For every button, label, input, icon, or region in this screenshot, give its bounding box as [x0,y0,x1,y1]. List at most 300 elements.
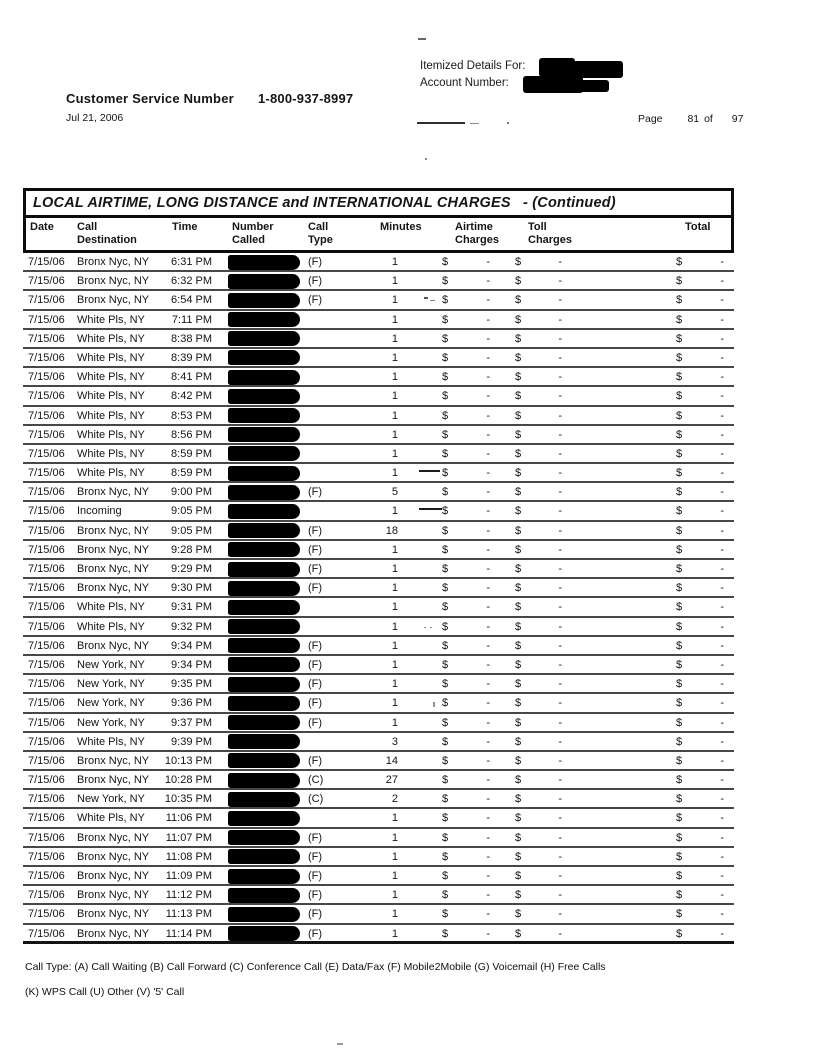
cell-minutes: 1 [391,812,398,825]
cell-total: - [720,812,724,825]
account-number-redaction [580,80,609,92]
cell-airtime-currency: $ [442,486,449,499]
call-record-row [23,387,734,406]
cell-total: - [720,486,724,499]
cell-number-called-redaction [228,907,300,922]
cell-time: 9:36 PM [171,697,212,710]
cell-toll-currency: $ [515,658,522,671]
cell-airtime-currency: $ [442,390,449,403]
cell-call-destination: White Pls, NY [77,409,145,422]
cell-minutes: 1 [391,256,398,268]
call-record-row [23,407,734,426]
cell-toll-charges: - [558,505,562,518]
cell-minutes: 1 [391,428,398,441]
scan-artifact [425,158,427,160]
cell-toll-currency: $ [515,563,522,575]
cell-minutes: 1 [391,543,398,556]
cell-toll-charges: - [558,793,562,806]
cell-toll-currency: $ [515,601,522,614]
call-record-row [23,464,734,483]
cell-minutes: 1 [391,639,398,652]
cell-toll-charges: - [558,563,562,575]
call-record-row [23,483,734,502]
cell-toll-currency: $ [515,793,522,806]
cell-time: 8:56 PM [171,428,212,441]
cell-airtime-currency: $ [442,678,449,691]
cell-total: - [720,620,724,633]
cell-total-currency: $ [676,351,683,364]
cell-time: 8:42 PM [171,390,212,403]
cell-airtime-charges: - [486,908,490,921]
cell-time: 6:54 PM [171,294,212,307]
cell-toll-charges: - [558,313,562,326]
cell-time: 11:07 PM [165,831,212,844]
cell-airtime-charges: - [486,658,490,671]
call-record-row [23,637,734,656]
cell-airtime-charges: - [486,639,490,652]
cell-toll-currency: $ [515,543,522,556]
cell-number-called-redaction [228,753,300,768]
cell-minutes: 1 [391,927,398,940]
cell-airtime-currency: $ [442,524,449,537]
cell-time: 9:37 PM [171,716,212,729]
cell-call-destination: White Pls, NY [77,390,145,403]
cell-call-destination: White Pls, NY [77,447,145,460]
cell-airtime-currency: $ [442,467,449,480]
cell-toll-currency: $ [515,754,522,767]
cell-total: - [720,409,724,422]
cell-airtime-charges: - [486,678,490,691]
cell-airtime-charges: - [486,524,490,537]
cell-total: - [720,371,724,384]
cell-airtime-currency: $ [442,275,449,288]
cell-number-called-redaction [228,792,300,807]
cell-total-currency: $ [676,793,683,806]
cell-total-currency: $ [676,486,683,499]
cell-call-destination: Bronx Nyc, NY [77,524,150,537]
cell-date: 7/15/06 [28,371,65,384]
cell-minutes: 1 [391,850,398,863]
column-header-date: Date [30,221,54,233]
cell-time: 8:39 PM [171,351,212,364]
cell-total: - [720,601,724,614]
cell-date: 7/15/06 [28,620,65,633]
cell-total-currency: $ [676,275,683,288]
cell-number-called-redaction [228,830,300,845]
cell-call-type: (F) [308,294,323,307]
call-type-legend-line2: (K) WPS Call (U) Other (V) '5' Call [25,986,185,998]
cell-minutes: 14 [385,754,398,767]
cell-total-currency: $ [676,409,683,422]
cell-total: - [720,582,724,595]
cell-total: - [720,428,724,441]
cell-call-type: (F) [308,275,323,288]
cell-airtime-charges: - [486,735,490,748]
cell-call-destination: Bronx Nyc, NY [77,639,150,652]
cell-airtime-currency: $ [442,658,449,671]
cell-airtime-charges: - [486,870,490,882]
cell-date: 7/15/06 [28,332,65,345]
cell-call-destination: White Pls, NY [77,601,145,614]
cell-call-type: (F) [308,563,323,575]
cell-total-currency: $ [676,697,683,710]
cell-number-called-redaction [228,389,300,404]
cell-minutes: 1 [391,447,398,460]
cell-toll-currency: $ [515,620,522,633]
call-record-row [23,618,734,637]
cell-time: 9:00 PM [171,486,212,499]
cell-total: - [720,294,724,307]
cell-number-called-redaction [228,408,300,423]
cell-toll-currency: $ [515,716,522,729]
cell-time: 11:08 PM [165,850,212,863]
cell-number-called-redaction [228,504,300,519]
cell-total-currency: $ [676,658,683,671]
cell-airtime-charges: - [486,275,490,288]
cell-airtime-charges: - [486,774,490,787]
cell-time: 8:59 PM [171,447,212,460]
cell-airtime-charges: - [486,447,490,460]
cell-date: 7/15/06 [28,428,65,441]
cell-call-type: (F) [308,831,323,844]
cell-airtime-currency: $ [442,639,449,652]
cell-airtime-currency: $ [442,371,449,384]
itemized-details-label: Itemized Details For: [420,60,526,72]
cell-airtime-charges: - [486,428,490,441]
cell-total: - [720,697,724,710]
cell-airtime-charges: - [486,543,490,556]
cell-toll-charges: - [558,889,562,902]
cell-total: - [720,831,724,844]
cell-total: - [720,850,724,863]
cell-minutes: 1 [391,390,398,403]
cell-total-currency: $ [676,390,683,403]
cell-airtime-currency: $ [442,428,449,441]
cell-minutes: 1 [391,582,398,595]
cell-number-called-redaction [228,581,300,596]
cell-call-type: (F) [308,543,323,556]
call-record-row [23,790,734,809]
cell-airtime-charges: - [486,793,490,806]
cell-total-currency: $ [676,582,683,595]
cell-date: 7/15/06 [28,486,65,499]
cell-total-currency: $ [676,332,683,345]
cell-toll-charges: - [558,927,562,940]
cell-call-destination: White Pls, NY [77,620,145,633]
cell-toll-charges: - [558,524,562,537]
page-total: 97 [731,113,744,125]
cell-toll-currency: $ [515,505,522,518]
cell-time: 11:09 PM [165,870,212,882]
cell-minutes: 1 [391,908,398,921]
cell-toll-charges: - [558,754,562,767]
cell-total: - [720,678,724,691]
call-record-row [23,579,734,598]
cell-toll-currency: $ [515,735,522,748]
cell-time: 10:35 PM [164,793,212,806]
cell-number-called-redaction [228,638,300,653]
cell-date: 7/15/06 [28,850,65,863]
cell-minutes: 5 [391,486,398,499]
cell-toll-currency: $ [515,447,522,460]
cell-airtime-charges: - [486,620,490,633]
cell-airtime-charges: - [486,467,490,480]
cell-call-type: (F) [308,870,323,882]
cell-date: 7/15/06 [28,716,65,729]
cell-total: - [720,716,724,729]
cell-airtime-charges: - [486,850,490,863]
cell-call-destination: New York, NY [77,793,145,806]
cell-minutes: 1 [391,275,398,288]
cell-date: 7/15/06 [28,505,65,518]
cell-total: - [720,467,724,480]
call-record-row [23,694,734,713]
cell-number-called-redaction [228,869,300,884]
cell-date: 7/15/06 [28,467,65,480]
cell-minutes: 1 [391,870,398,882]
page-indicator [638,113,743,125]
cell-toll-currency: $ [515,275,522,288]
scan-artifact [470,123,479,124]
cell-call-type: (F) [308,754,323,767]
cell-call-destination: White Pls, NY [77,467,145,480]
cell-toll-currency: $ [515,313,522,326]
cell-toll-charges: - [558,812,562,825]
cell-number-called-redaction [228,734,300,749]
cell-airtime-currency: $ [442,543,449,556]
cell-date: 7/15/06 [28,793,65,806]
cell-airtime-charges: - [486,563,490,575]
cell-call-destination: Bronx Nyc, NY [77,275,150,288]
cell-call-destination: Bronx Nyc, NY [77,850,150,863]
cell-time: 11:12 PM [165,889,212,902]
cell-number-called-redaction [228,293,300,308]
cell-airtime-currency: $ [442,563,449,575]
cell-airtime-currency: $ [442,716,449,729]
cell-time: 9:34 PM [171,639,212,652]
cell-call-type: (F) [308,256,323,268]
call-record-row [23,368,734,387]
call-record-row [23,714,734,733]
cell-total: - [720,908,724,921]
cell-call-type: (F) [308,889,323,902]
cell-airtime-currency: $ [442,812,449,825]
call-record-row [23,809,734,828]
cell-toll-charges: - [558,543,562,556]
cell-time: 9:29 PM [171,563,212,575]
cell-toll-currency: $ [515,524,522,537]
cell-number-called-redaction [228,562,300,577]
cell-airtime-currency: $ [442,927,449,940]
cell-toll-charges: - [558,428,562,441]
cell-total: - [720,658,724,671]
cell-toll-currency: $ [515,371,522,384]
cell-toll-charges: - [558,371,562,384]
cell-call-destination: Bronx Nyc, NY [77,870,150,882]
cell-number-called-redaction [228,331,300,346]
cell-call-type: (F) [308,582,323,595]
cell-total-currency: $ [676,812,683,825]
cell-airtime-currency: $ [442,256,449,268]
cell-toll-currency: $ [515,831,522,844]
page-current: 81 [687,113,700,125]
cell-total-currency: $ [676,447,683,460]
cell-toll-charges: - [558,620,562,633]
cell-call-destination: Bronx Nyc, NY [77,486,150,499]
cell-date: 7/15/06 [28,524,65,537]
cell-toll-charges: - [558,850,562,863]
cell-number-called-redaction [228,274,300,289]
cell-minutes: 1 [391,716,398,729]
account-number-redaction [523,76,583,93]
statement-date: Jul 21, 2006 [66,112,124,124]
cell-airtime-charges: - [486,697,490,710]
call-record-row [23,349,734,368]
cell-toll-charges: - [558,467,562,480]
cell-date: 7/15/06 [28,697,65,710]
cell-date: 7/15/06 [28,563,65,575]
call-record-row [23,867,734,886]
cell-date: 7/15/06 [28,831,65,844]
cell-airtime-currency: $ [442,447,449,460]
cell-minutes: 1 [391,409,398,422]
cell-number-called-redaction [228,466,300,481]
cell-minutes: 1 [391,563,398,575]
cell-toll-charges: - [558,716,562,729]
cell-airtime-charges: - [486,486,490,499]
cell-airtime-currency: $ [442,601,449,614]
cell-airtime-charges: - [486,716,490,729]
cell-call-destination: Bronx Nyc, NY [77,543,150,556]
cell-total: - [720,505,724,518]
cell-airtime-currency: $ [442,908,449,921]
cell-number-called-redaction [228,600,300,615]
cell-number-called-redaction [228,888,300,903]
cell-date: 7/15/06 [28,409,65,422]
cell-call-destination: Bronx Nyc, NY [77,908,150,921]
cell-toll-currency: $ [515,582,522,595]
cell-total-currency: $ [676,543,683,556]
cell-time: 10:13 PM [164,754,212,767]
cell-total: - [720,256,724,268]
call-record-row [23,445,734,464]
table-title-text: LOCAL AIRTIME, LONG DISTANCE and INTERNATIONAL CHARGES [33,195,511,211]
cell-airtime-currency: $ [442,850,449,863]
cell-total-currency: $ [676,313,683,326]
cell-minutes: 3 [391,735,398,748]
cell-total: - [720,774,724,787]
cell-time: 11:13 PM [165,908,212,921]
cell-minutes: 1 [391,620,398,633]
cell-toll-currency: $ [515,428,522,441]
cell-toll-charges: - [558,447,562,460]
cell-number-called-redaction [228,677,300,692]
call-record-row [23,560,734,579]
cell-time: 9:31 PM [171,601,212,614]
cell-minutes: 2 [391,793,398,806]
cell-total-currency: $ [676,678,683,691]
call-record-row [23,848,734,867]
cell-date: 7/15/06 [28,908,65,921]
cell-total-currency: $ [676,870,683,882]
call-record-row [23,905,734,924]
cell-minutes: 1 [391,351,398,364]
column-header-call-type: Call Type [308,221,333,246]
cell-toll-charges: - [558,658,562,671]
cell-number-called-redaction [228,312,300,327]
cell-date: 7/15/06 [28,889,65,902]
cell-date: 7/15/06 [28,447,65,460]
cell-minutes: 1 [391,889,398,902]
cell-call-destination: Bronx Nyc, NY [77,774,150,787]
cell-call-type: (F) [308,716,323,729]
cell-airtime-charges: - [486,831,490,844]
cell-date: 7/15/06 [28,582,65,595]
cell-time: 8:59 PM [171,467,212,480]
cell-toll-charges: - [558,639,562,652]
cell-total-currency: $ [676,831,683,844]
cell-minutes: 1 [391,678,398,691]
cell-minutes: 1 [391,467,398,480]
cell-toll-charges: - [558,774,562,787]
table-body [23,253,734,944]
cell-date: 7/15/06 [28,601,65,614]
cell-number-called-redaction [228,542,300,557]
cell-total: - [720,332,724,345]
cell-call-type: (F) [308,524,323,537]
cell-minutes: 18 [385,524,398,537]
cell-airtime-currency: $ [442,735,449,748]
cell-toll-charges: - [558,697,562,710]
cell-toll-charges: - [558,332,562,345]
cell-number-called-redaction [228,696,300,711]
cell-total: - [720,524,724,537]
cell-toll-charges: - [558,256,562,268]
column-header-total: Total [685,221,711,233]
call-type-legend-line1: Call Type: (A) Call Waiting (B) Call Forward (C) Conference Call (E) Data/Fax (F) Mobile2Mobile (G) Voicemail (H) Free Calls [25,961,606,973]
call-record-row [23,925,734,944]
cell-toll-currency: $ [515,390,522,403]
cell-toll-charges: - [558,351,562,364]
cell-total: - [720,390,724,403]
call-record-row [23,886,734,905]
column-header-minutes: Minutes [380,221,422,233]
cell-airtime-charges: - [486,390,490,403]
cell-airtime-charges: - [486,313,490,326]
cell-toll-currency: $ [515,697,522,710]
cell-toll-currency: $ [515,256,522,268]
customer-name-redaction [539,58,575,77]
call-record-row [23,598,734,617]
cell-call-destination: Bronx Nyc, NY [77,256,150,268]
cell-airtime-currency: $ [442,409,449,422]
cell-total: - [720,543,724,556]
cell-total-currency: $ [676,294,683,307]
cell-airtime-currency: $ [442,889,449,902]
cell-minutes: 1 [391,697,398,710]
cell-date: 7/15/06 [28,735,65,748]
cell-call-destination: New York, NY [77,658,145,671]
cell-call-type: (F) [308,927,323,940]
cell-time: 9:35 PM [171,678,212,691]
scan-artifact [337,1043,343,1045]
cell-total: - [720,793,724,806]
cell-total-currency: $ [676,850,683,863]
table-title [26,191,731,218]
cell-date: 7/15/06 [28,390,65,403]
call-record-row [23,330,734,349]
cell-call-destination: White Pls, NY [77,371,145,384]
